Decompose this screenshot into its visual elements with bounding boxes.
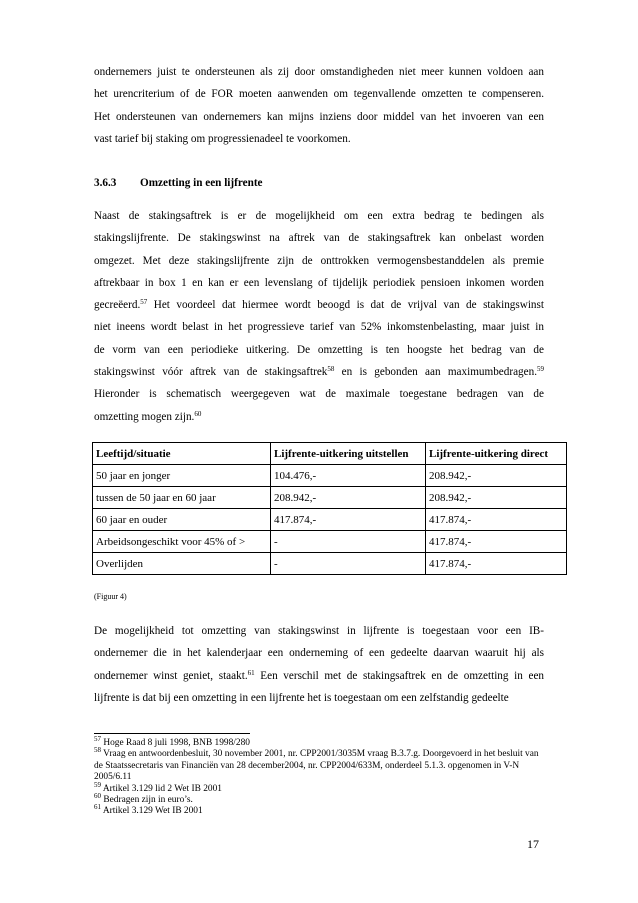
text-line [94,406,544,428]
table-cell: 50 jaar en jonger [93,465,271,487]
footnote-number: 58 [94,746,101,755]
text-fragment: Een verschil met de stakingsaftrek en de omzetting in een [254,669,545,682]
table-header-cell: Lijfrente-uitkering uitstellen [271,443,426,465]
text-line: Het ondersteunen van ondernemers kan mijns inziens door middel van het invoeren van een [94,110,544,123]
text-line: aftrekbaar in box 1 en kan er een levenslang of tijdelijk periodiek pensioen inkomen worden [94,276,544,289]
footnote-number: 57 [94,735,101,743]
text-fragment: ondernemer winst geniet, staakt. [94,669,248,682]
table-cell: 208.942,- [271,487,426,509]
footnote-ref-57[interactable]: 57 [140,298,148,307]
text-fragment: omzetting mogen zijn. [94,410,195,423]
footnote-text: Vraag en antwoordenbesluit, 30 november 2001, nr. CPP2001/3035M vraag B.3.7.g. Doorgevoerd in het besluit van de Staatssecretaris van Financiën van 28 december2004, nr. CPP2004/633M, onderdeel 5.1.3. opgenomen in V-N 2005/6.11 [94,749,539,783]
text-line: De mogelijkheid tot omzetting van stakingswinst in lijfrente is toegestaan voor een IB- [94,625,544,637]
table-cell: 208.942,- [426,487,567,509]
table-cell: - [271,531,426,553]
section-title: Omzetting in een lijfrente [140,177,263,189]
footnote-number: 60 [94,792,101,801]
body-paragraph-1 [94,205,544,428]
footnote-60 [94,792,544,806]
table-row [93,487,567,509]
footnote-57 [94,735,544,749]
text-line [94,294,544,316]
table-row [93,553,567,575]
intro-paragraph [94,61,544,150]
text-fragment: Het voordeel dat hiermee wordt beoogd is dat de vrijval van de stakingswinst [147,299,544,312]
section-heading [94,177,263,189]
table-header-cell: Lijfrente-uitkering direct [426,443,567,465]
footnote-59 [94,780,544,795]
footnote-61 [94,803,544,817]
table-row [93,509,567,531]
table-cell: 417.874,- [426,509,567,531]
footnotes [94,735,544,818]
footnote-text: Artikel 3.129 lid 2 Wet IB 2001 [101,783,222,794]
table-header-row [93,443,567,465]
text-line: stakingslijfrente. De stakingswinst na aftrek van de stakingsaftrek kan onbelast worden [94,232,544,245]
footnote-ref-58[interactable]: 58 [327,365,335,374]
body-paragraph-2 [94,620,544,709]
amounts-table [92,442,567,575]
text-line [94,665,544,687]
section-number: 3.6.3 [94,177,117,189]
table-cell: Overlijden [93,553,271,575]
text-line: Hieronder is schematisch weergegeven wat de maximale toegestane bedragen van de [94,388,544,401]
text-line: ondernemer die in het kalenderjaar een onderneming of een gedeelte daarvan waaruit hij als [94,647,544,660]
footnote-number: 61 [94,803,101,812]
text-line: vast tarief bij staking om progressienadeel te voorkomen. [94,132,351,145]
table-cell: - [271,553,426,575]
text-fragment: gecreëerd. [94,299,141,312]
table-cell: Arbeidsongeschikt voor 45% of > [93,531,271,553]
table-cell: tussen de 50 jaar en 60 jaar [93,487,271,509]
footnote-ref-60[interactable]: 60 [194,409,202,418]
figure-caption: (Figuur 4) [94,592,127,601]
table-cell: 417.874,- [271,509,426,531]
footnote-text: Bedragen zijn in euro’s. [101,795,193,806]
footnote-separator [94,733,250,734]
text-line: Naast de stakingsaftrek is er de mogelijkheid om een extra bedrag te bedingen als [94,210,544,222]
table-cell: 417.874,- [426,553,567,575]
text-line: ondernemers juist te ondersteunen als zij door omstandigheden niet meer kunnen voldoen aan [94,66,544,78]
text-fragment: stakingswinst vóór aftrek van de stakingsaftrek [94,366,328,379]
footnote-text: Hoge Raad 8 juli 1998, BNB 1998/280 [101,738,250,748]
footnote-ref-59[interactable]: 59 [537,365,544,374]
footnote-number: 59 [94,780,101,789]
table-cell: 60 jaar en ouder [93,509,271,531]
text-line: de vorm van een periodieke uitkering. De omzetting is ten hoogste het bedrag van de [94,343,544,356]
table-cell: 104.476,- [271,465,426,487]
text-fragment: en is gebonden aan maximumbedragen. [334,366,537,379]
page-number: 17 [527,837,539,851]
text-line: het urencriterium of de FOR moeten aanwenden om tegenvallende omzetten te compenseren. [94,88,544,101]
table-cell: 417.874,- [426,531,567,553]
text-line: niet ineens wordt belast in het progressieve tarief van 52% inkomstenbelasting, maar juist in [94,321,544,334]
footnote-58 [94,746,544,783]
table-cell: 208.942,- [426,465,567,487]
text-line [94,361,544,383]
table-row [93,465,567,487]
table-header-cell: Leeftijd/situatie [93,443,271,465]
footnote-text: Artikel 3.129 Wet IB 2001 [101,806,203,817]
text-line: lijfrente is dat bij een omzetting in een lijfrente het is toegestaan om een zelfstandig gedeelte [94,691,509,704]
text-line: omgezet. Met deze stakingslijfrente zijn de onttrokken vermogensbestanddelen als premie [94,254,544,267]
table-row [93,531,567,553]
footnote-ref-61[interactable]: 61 [247,668,255,677]
